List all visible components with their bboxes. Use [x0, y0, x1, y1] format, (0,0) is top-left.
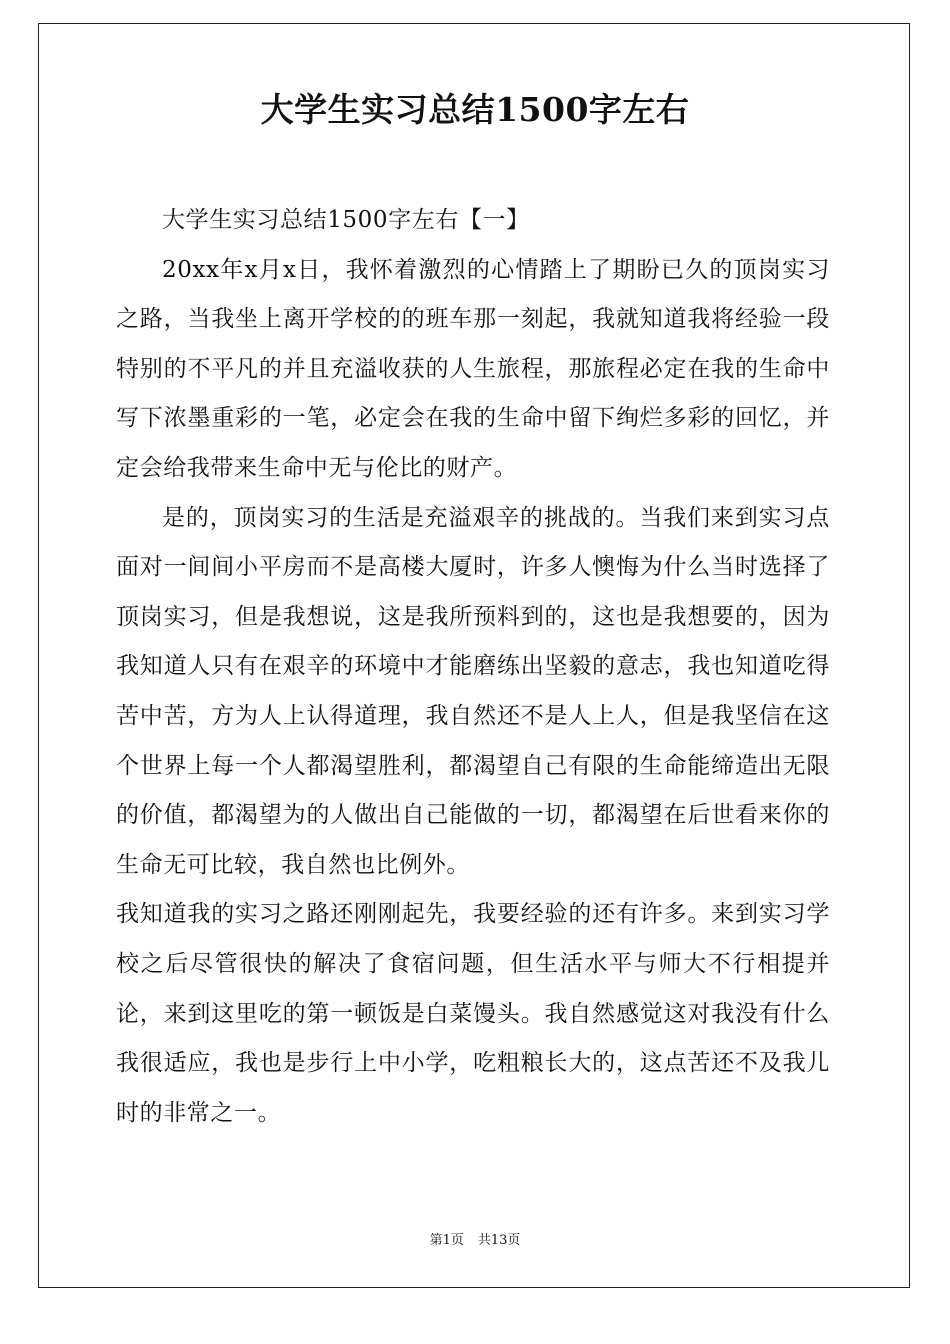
paragraph-3: 我知道我的实习之路还刚刚起先，我要经验的还有许多。来到实习学校之后尽管很快的解决了食宿问题，但生活水平与师大不行相提并论，来到这里吃的第一顿饭是白菜馒头。我自然感觉这对我没有什么我很适应，我也是步行上中小学，吃粗粮长大的，这点苦还不及我儿时的非常之一。: [116, 901, 830, 1126]
page-footer: [0, 1232, 950, 1250]
page-number: 第1页: [429, 1233, 464, 1248]
page-total: 共13页: [477, 1233, 521, 1248]
paragraph-2: 是的，顶岗实习的生活是充溢艰辛的挑战的。当我们来到实习点面对一间间小平房而不是高楼大厦时，许多人懊悔为什么当时选择了顶岗实习，但是我想说，这是我所预料到的，这也是我想要的，因为我知道人只有在艰辛的环境中才能磨练出坚毅的意志，我也知道吃得苦中苦，方为人上认得道理，我自然还不是人上人，但是我坚信在这个世界上每一个人都渴望胜利，都渴望自己有限的生命能缔造出无限的价值，都渴望为的人做出自己能做的一切，都渴望在后世看来你的生命无可比较，我自然也比例外。: [116, 504, 830, 878]
document-body: [116, 196, 830, 1138]
document-title: 大学生实习总结1500字左右: [260, 90, 690, 129]
section-subtitle: 大学生实习总结1500字左右【一】: [162, 207, 530, 233]
paragraph-1: 20xx年x月x日，我怀着激烈的心情踏上了期盼已久的顶岗实习之路，当我坐上离开学校的的班车那一刻起，我就知道我将经验一段特别的不平凡的并且充溢收获的人生旅程，那旅程必定在我的生命中写下浓墨重彩的一笔，必定会在我的生命中留下绚烂多彩的回忆，并定会给我带来生命中无与伦比的财产。: [116, 256, 830, 481]
